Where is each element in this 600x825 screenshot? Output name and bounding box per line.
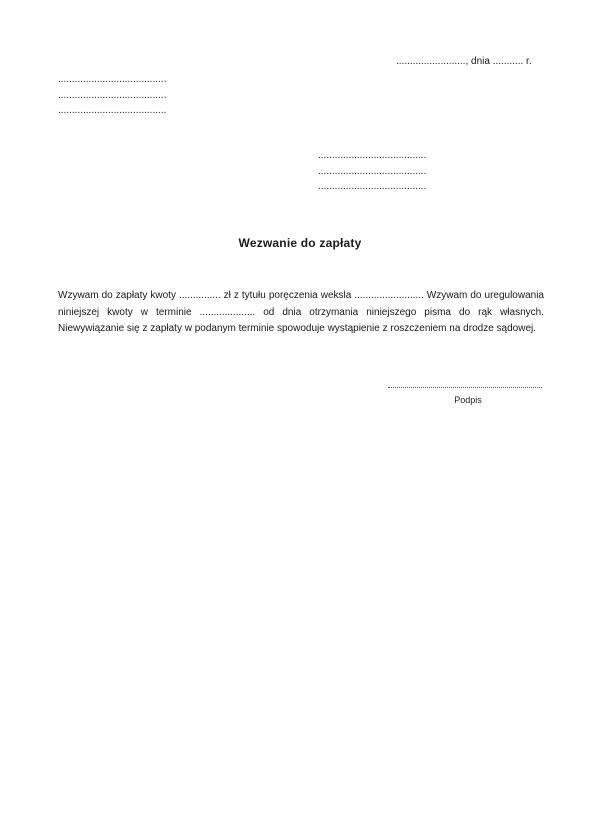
sender-line: .......................................	[58, 105, 167, 116]
body-paragraph: Wzywam do zapłaty kwoty ............... zł z tytułu poręczenia weksla ......................... Wzywam do uregulowania niniejszej kwoty w terminie .................... od dnia otrzymania niniejszego pisma do rąk własnych. Niewywiązanie się z zapłaty w podanym terminie spowoduje wystąpienie z roszczeniem na drodze sądowej.	[58, 290, 544, 334]
recipient-address-block	[318, 148, 426, 195]
sender-line: .......................................	[58, 89, 167, 101]
document-title: Wezwanie do zapłaty	[238, 236, 362, 250]
place-date-line: ........................., dnia ........... r.	[396, 56, 532, 67]
signature-line	[388, 387, 542, 388]
sender-address-block	[58, 72, 166, 119]
signature-label: Podpis	[454, 395, 482, 405]
recipient-line: .......................................	[318, 165, 427, 177]
sender-line: .......................................	[58, 74, 167, 85]
recipient-line: .......................................	[318, 181, 427, 192]
recipient-line: .......................................	[318, 150, 427, 161]
